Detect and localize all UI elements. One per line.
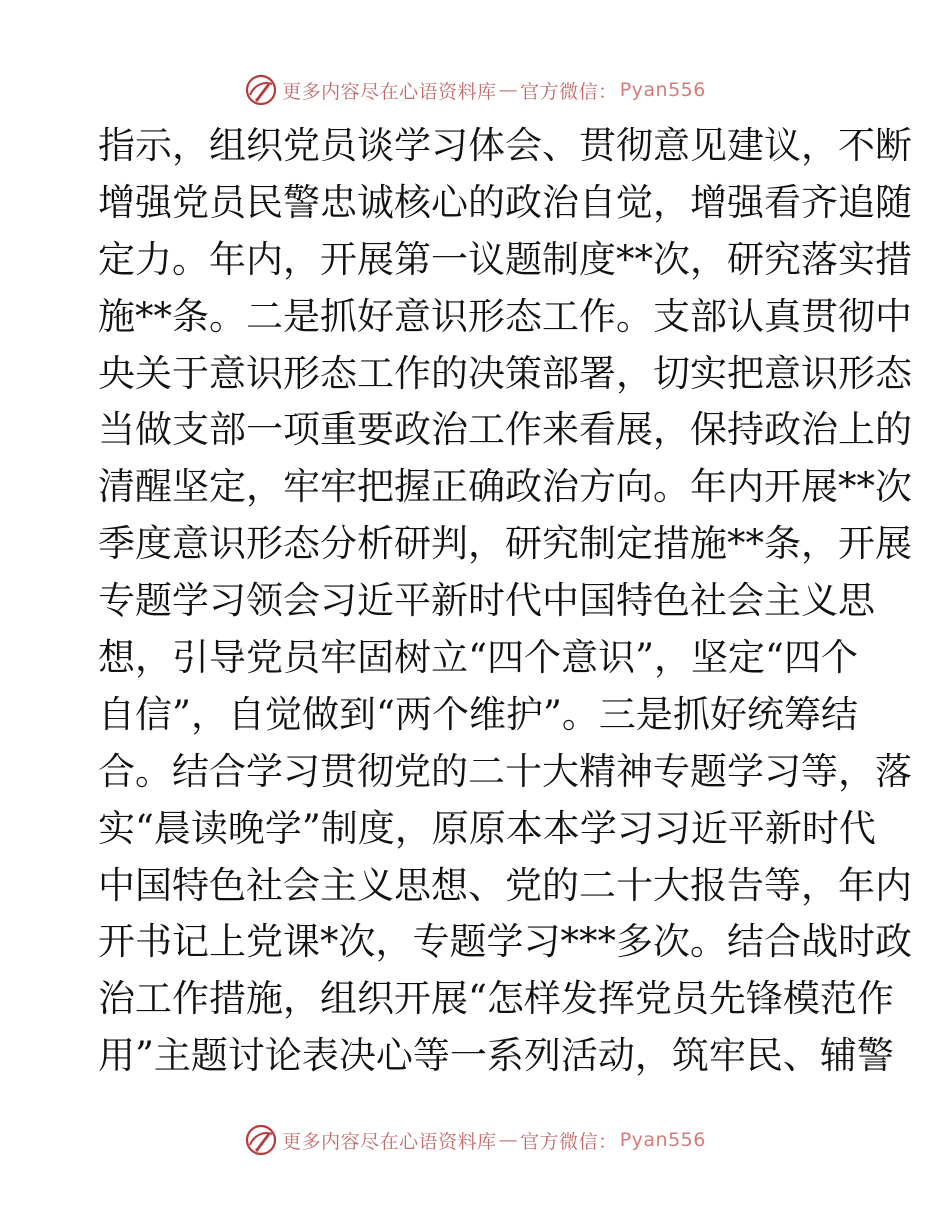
body-line: 指示，组织党员谈学习体会、贯彻意见建议，不断 xyxy=(98,124,912,167)
header-brand-text: 更多内容尽在心语资料库 xyxy=(282,80,497,103)
body-line: 央关于意识形态工作的决策部署，切实把意识形态 xyxy=(98,351,912,395)
footer-watermark-banner xyxy=(0,1120,950,1160)
footer-brand-text: 更多内容尽在心语资料库 xyxy=(282,1130,497,1153)
footer-dash: — xyxy=(498,1129,519,1151)
body-line: 自信”，自觉做到“两个维护”。三是抓好统筹结 xyxy=(98,692,858,736)
pen-swirl-logo-icon xyxy=(244,1123,278,1157)
body-line: 用”主题讨论表决心等一系列活动，筑牢民、辅警 xyxy=(98,1034,894,1078)
body-line: 当做支部一项重要政治工作来看展，保持政治上的 xyxy=(98,408,912,452)
body-line: 合。结合学习贯彻党的二十大精神专题学习等，落 xyxy=(98,749,912,793)
body-line: 定力。年内，开展第一议题制度**次，研究落实措 xyxy=(98,237,912,281)
header-wechat-handle: Pyan556 xyxy=(619,79,706,101)
body-line: 增强党员民警忠诚核心的政治自觉，增强看齐追随 xyxy=(98,180,912,224)
body-line: 中国特色社会主义思想、党的二十大报告等，年内 xyxy=(98,863,912,907)
header-dash: — xyxy=(498,79,519,101)
body-line: 季度意识形态分析研判，研究制定措施**条，开展 xyxy=(98,522,912,566)
body-paragraph xyxy=(98,118,912,1085)
body-line: 施**条。二是抓好意识形态工作。支部认真贯彻中 xyxy=(98,294,912,338)
footer-wechat-label: 官方微信： xyxy=(520,1130,618,1153)
header-wechat-label: 官方微信： xyxy=(520,80,618,103)
footer-wechat-handle: Pyan556 xyxy=(619,1129,706,1151)
body-line: 清醒坚定，牢牢把握正确政治方向。年内开展**次 xyxy=(98,465,912,509)
header-watermark-banner xyxy=(0,70,950,110)
body-line: 开书记上党课*次，专题学习***多次。结合战时政 xyxy=(98,920,912,964)
body-line: 治工作措施，组织开展“怎样发挥党员先锋模范作 xyxy=(98,977,894,1021)
body-line: 想，引导党员牢固树立“四个意识”，坚定“四个 xyxy=(98,636,858,680)
pen-swirl-logo-icon xyxy=(244,73,278,107)
body-line: 专题学习领会习近平新时代中国特色社会主义思 xyxy=(98,579,875,623)
body-line: 实“晨读晚学”制度，原原本本学习习近平新时代 xyxy=(98,806,876,850)
